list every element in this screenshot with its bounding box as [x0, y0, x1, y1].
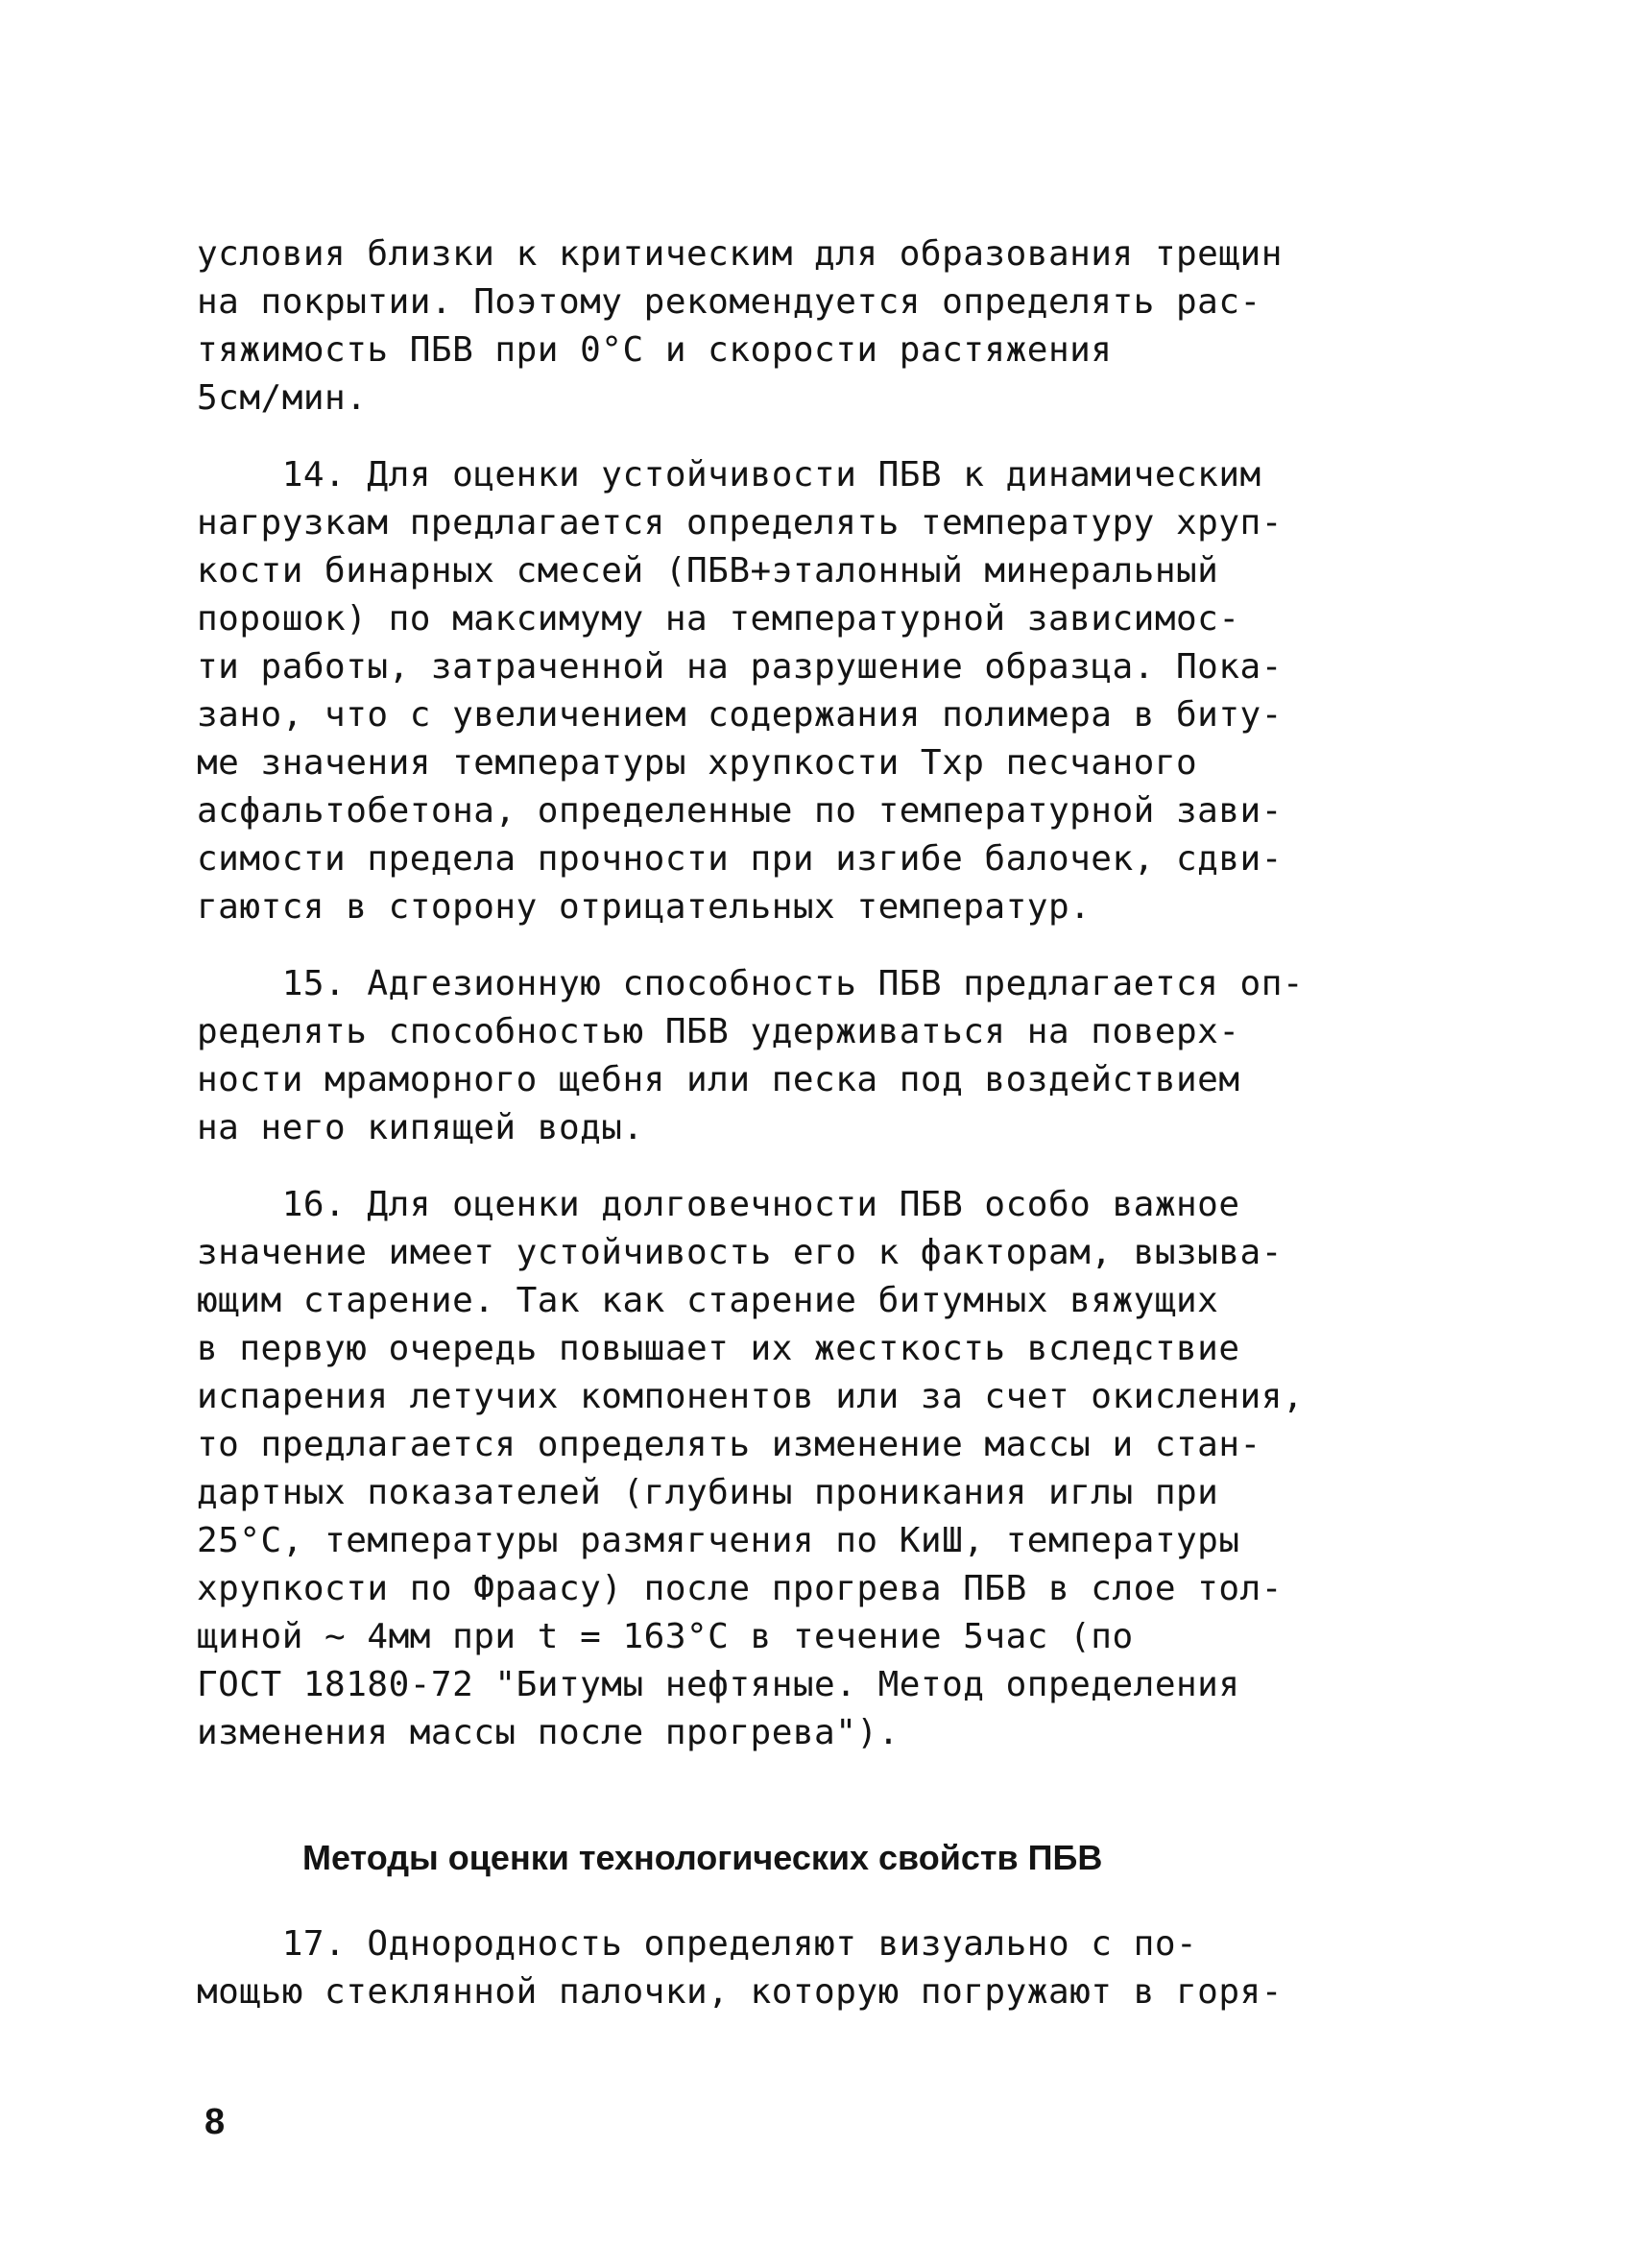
text-line: испарения летучих компонентов или за счет окисления,	[197, 1377, 1305, 1416]
text-line: ности мраморного щебня или песка под воздействием	[197, 1060, 1240, 1099]
text-line: асфальтобетона, определенные по температурной зави-	[197, 791, 1283, 831]
page-number: 8	[204, 2102, 226, 2142]
text-line: то предлагается определять изменение массы и стан-	[197, 1425, 1261, 1464]
text-line: 15. Адгезионную способность ПБВ предлагается оп-	[197, 964, 1305, 1003]
text-line: 25°С, температуры размягчения по КиШ, температуры	[197, 1521, 1240, 1560]
text-line: порошок) по максимуму на температурной зависимос-	[197, 599, 1240, 639]
text-line: 16. Для оценки долговечности ПБВ особо важное	[197, 1185, 1240, 1224]
text-line: значение имеет устойчивость его к факторам, вызыва-	[197, 1233, 1283, 1272]
text-line: гаются в сторону отрицательных температур.	[197, 887, 1092, 927]
text-line: 17. Однородность определяют визуально с по-	[197, 1924, 1198, 1964]
text-line: зано, что с увеличением содержания полимера в биту-	[197, 695, 1283, 735]
text-line: ме значения температуры хрупкости Tхр песчаного	[197, 743, 1198, 783]
text-line: ределять способностью ПБВ удерживаться на поверх-	[197, 1012, 1240, 1051]
text-line: изменения массы после прогрева").	[197, 1713, 900, 1752]
text-line: условия близки к критическим для образования трещин	[197, 234, 1283, 274]
text-line: в первую очередь повышает их жесткость вследствие	[197, 1329, 1240, 1368]
text-line: тяжимость ПБВ при 0°С и скорости растяжения	[197, 330, 1113, 370]
text-line: нагрузкам предлагается определять температуру хруп-	[197, 503, 1283, 543]
section-heading: Методы оценки технологических свойств ПБВ	[302, 1838, 1103, 1877]
text-line: кости бинарных смесей (ПБВ+эталонный минеральный	[197, 551, 1219, 591]
text-line: симости предела прочности при изгибе балочек, сдви-	[197, 839, 1283, 879]
text-line: ти работы, затраченной на разрушение образца. Пока-	[197, 647, 1283, 687]
text-line: мощью стеклянной палочки, которую погружают в горя-	[197, 1972, 1283, 2012]
text-line: ГОСТ 18180-72 "Битумы нефтяные. Метод определения	[197, 1665, 1240, 1704]
text-line: хрупкости по Фраасу) после прогрева ПБВ в слое тол-	[197, 1569, 1283, 1608]
text-line: 14. Для оценки устойчивости ПБВ к динамическим	[197, 455, 1261, 495]
text-line: 5см/мин.	[197, 378, 368, 418]
text-line: ющим старение. Так как старение битумных вяжущих	[197, 1281, 1219, 1320]
text-line: дартных показателей (глубины проникания иглы при	[197, 1473, 1219, 1512]
text-line: на покрытии. Поэтому рекомендуется определять рас-	[197, 282, 1261, 322]
text-line: щиной ~ 4мм при t = 163°С в течение 5час (по	[197, 1617, 1134, 1656]
text-line: на него кипящей воды.	[197, 1108, 644, 1147]
